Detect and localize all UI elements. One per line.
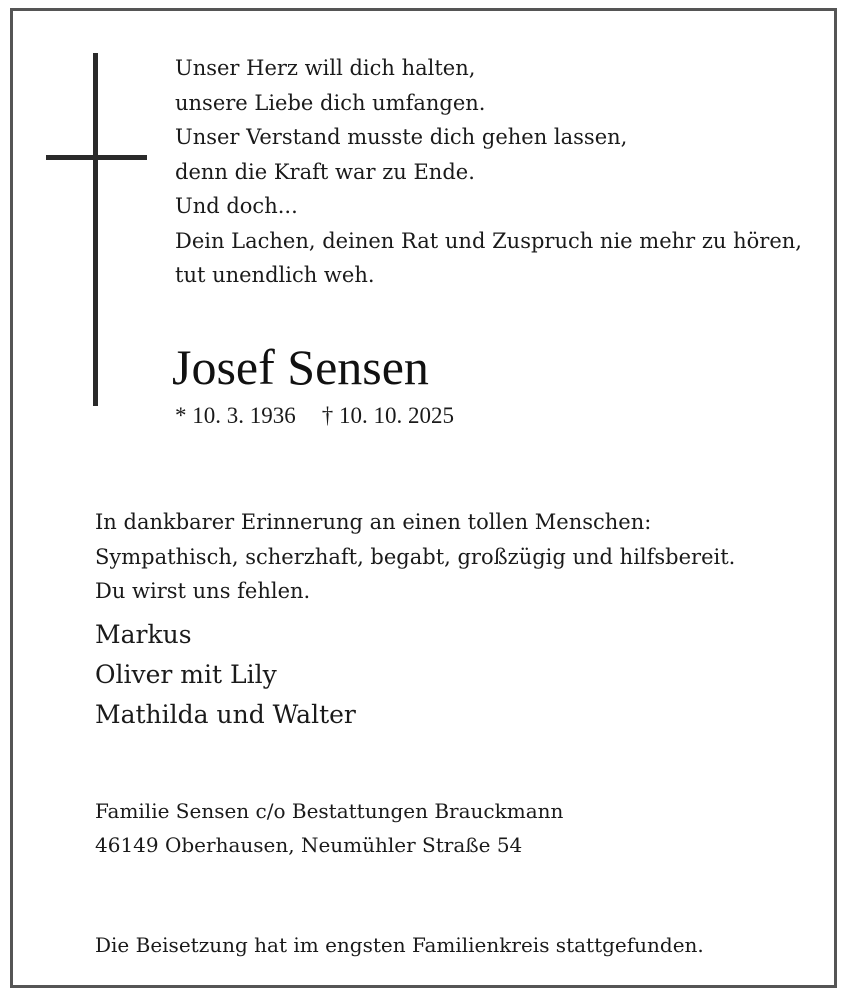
poem-line: unsere Liebe dich umfangen. — [175, 90, 486, 115]
burial-notice: Die Beisetzung hat im engsten Familienkreis stattgefunden. — [95, 933, 704, 957]
mourners-list — [95, 615, 356, 735]
poem-line: Unser Verstand musste dich gehen lassen, — [175, 125, 628, 149]
mourner-name: Oliver mit Lily — [95, 660, 277, 689]
poem-line: Dein Lachen, deinen Rat und Zuspruch nie mehr zu hören, — [175, 228, 802, 253]
address-line: 46149 Oberhausen, Neumühler Straße 54 — [95, 833, 523, 857]
birth-date: * 10. 3. 1936 — [175, 403, 296, 428]
memorial-line: Du wirst uns fehlen. — [95, 579, 311, 603]
poem-line: Unser Herz will dich halten, — [175, 56, 476, 80]
memorial-line: In dankbarer Erinnerung an einen tollen Menschen: — [95, 510, 652, 534]
memorial-line: Sympathisch, scherzhaft, begabt, großzügig und hilfsbereit. — [95, 544, 736, 569]
cross-horizontal-beam — [46, 155, 147, 160]
poem-line: tut unendlich weh. — [175, 263, 375, 287]
life-dates — [175, 400, 454, 432]
poem-line: Und doch... — [175, 194, 298, 218]
poem — [175, 51, 802, 293]
mourner-name: Mathilda und Walter — [95, 700, 356, 729]
address-line: Familie Sensen c/o Bestattungen Brauckmann — [95, 799, 564, 823]
cross-vertical-beam — [93, 53, 98, 406]
deceased-name: Josef Sensen — [172, 339, 429, 395]
mourner-name: Markus — [95, 620, 192, 649]
contact-address — [95, 794, 563, 862]
memorial-text — [95, 505, 735, 609]
poem-line: denn die Kraft war zu Ende. — [175, 159, 475, 184]
death-date: † 10. 10. 2025 — [321, 403, 454, 428]
